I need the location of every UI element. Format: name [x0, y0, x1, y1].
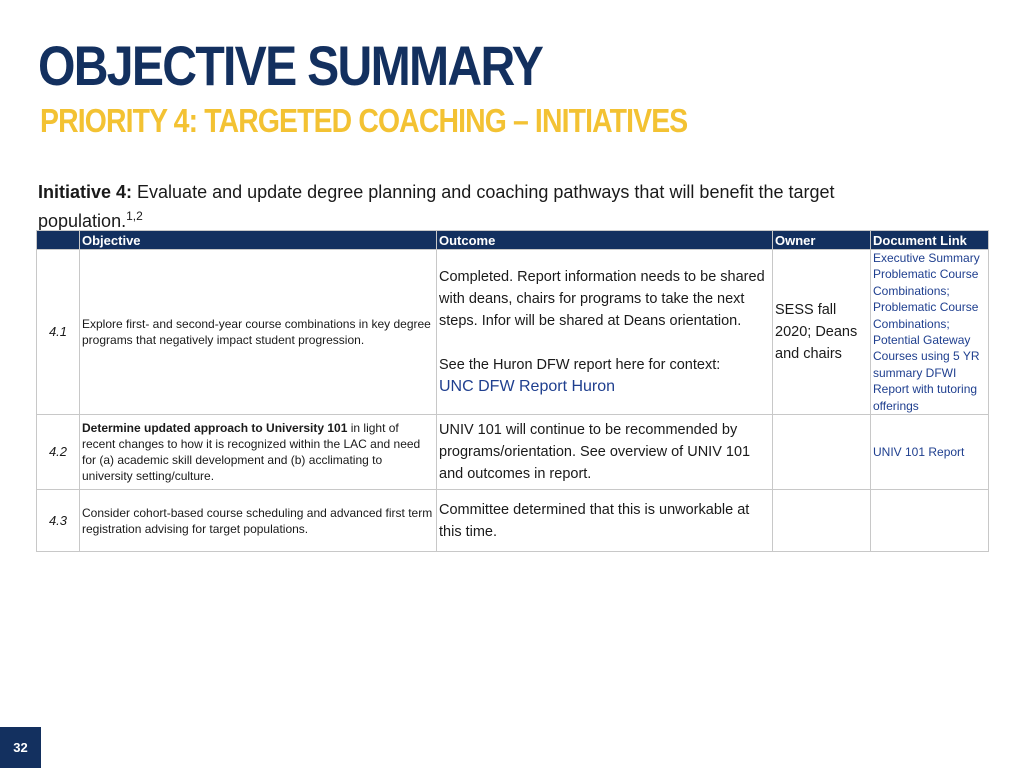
page-subtitle: PRIORITY 4: TARGETED COACHING – INITIATIVES	[40, 102, 688, 139]
page-title: OBJECTIVE SUMMARY	[38, 34, 543, 97]
row-objective: Consider cohort-based course scheduling and advanced first term registration advising for target populations.	[80, 490, 437, 552]
row-objective	[80, 415, 437, 490]
header-objective: Objective	[80, 231, 437, 250]
initiative-intro	[38, 180, 938, 233]
table-row	[37, 250, 989, 415]
initiatives-table	[36, 230, 989, 552]
table-header-row	[37, 231, 989, 250]
row-number: 4.3	[37, 490, 80, 552]
row-objective: Explore first- and second-year course combinations in key degree programs that negatively impact student progression.	[80, 250, 437, 415]
table-row	[37, 415, 989, 490]
objective-emphasis: Determine updated approach to University 101	[82, 421, 348, 436]
row-document-links[interactable]: Executive Summary Problematic Course Combinations; Problematic Course Combinations; Potential Gateway Courses using 5 YR summary DFWI Report with tutoring offerings	[871, 250, 989, 415]
initiative-label: Initiative 4:	[38, 182, 133, 202]
table-row	[37, 490, 989, 552]
header-document-link: Document Link	[871, 231, 989, 250]
huron-report-link[interactable]: UNC DFW Report Huron	[439, 378, 616, 396]
row-owner	[773, 490, 871, 552]
outcome-paragraph: Completed. Report information needs to be shared with deans, chairs for programs to take the next steps. Infor will be shared at Deans orientation.	[439, 269, 765, 330]
row-number: 4.1	[37, 250, 80, 415]
outcome-paragraph: See the Huron DFW report here for context:	[439, 357, 721, 374]
row-outcome	[437, 250, 773, 415]
row-document-links	[871, 490, 989, 552]
row-owner	[773, 415, 871, 490]
header-outcome: Outcome	[437, 231, 773, 250]
row-number: 4.2	[37, 415, 80, 490]
objective-text: in light of recent changes to how it is recognized within the LAC and need for (a) academic skill development and (b) acclimating to university setting/culture.	[82, 421, 421, 484]
row-outcome: Committee determined that this is unworkable at this time.	[437, 490, 773, 552]
header-owner: Owner	[773, 231, 871, 250]
initiative-footnote: 1,2	[126, 209, 143, 223]
page-number: 32	[0, 727, 41, 768]
row-outcome: UNIV 101 will continue to be recommended by programs/orientation. See overview of UNIV 101 and outcomes in report.	[437, 415, 773, 490]
initiative-text: Evaluate and update degree planning and coaching pathways that will benefit the target population.	[38, 182, 835, 231]
header-num	[37, 231, 80, 250]
univ-101-report-link[interactable]: UNIV 101 Report	[871, 415, 989, 490]
row-owner: SESS fall 2020; Deans and chairs	[773, 250, 871, 415]
